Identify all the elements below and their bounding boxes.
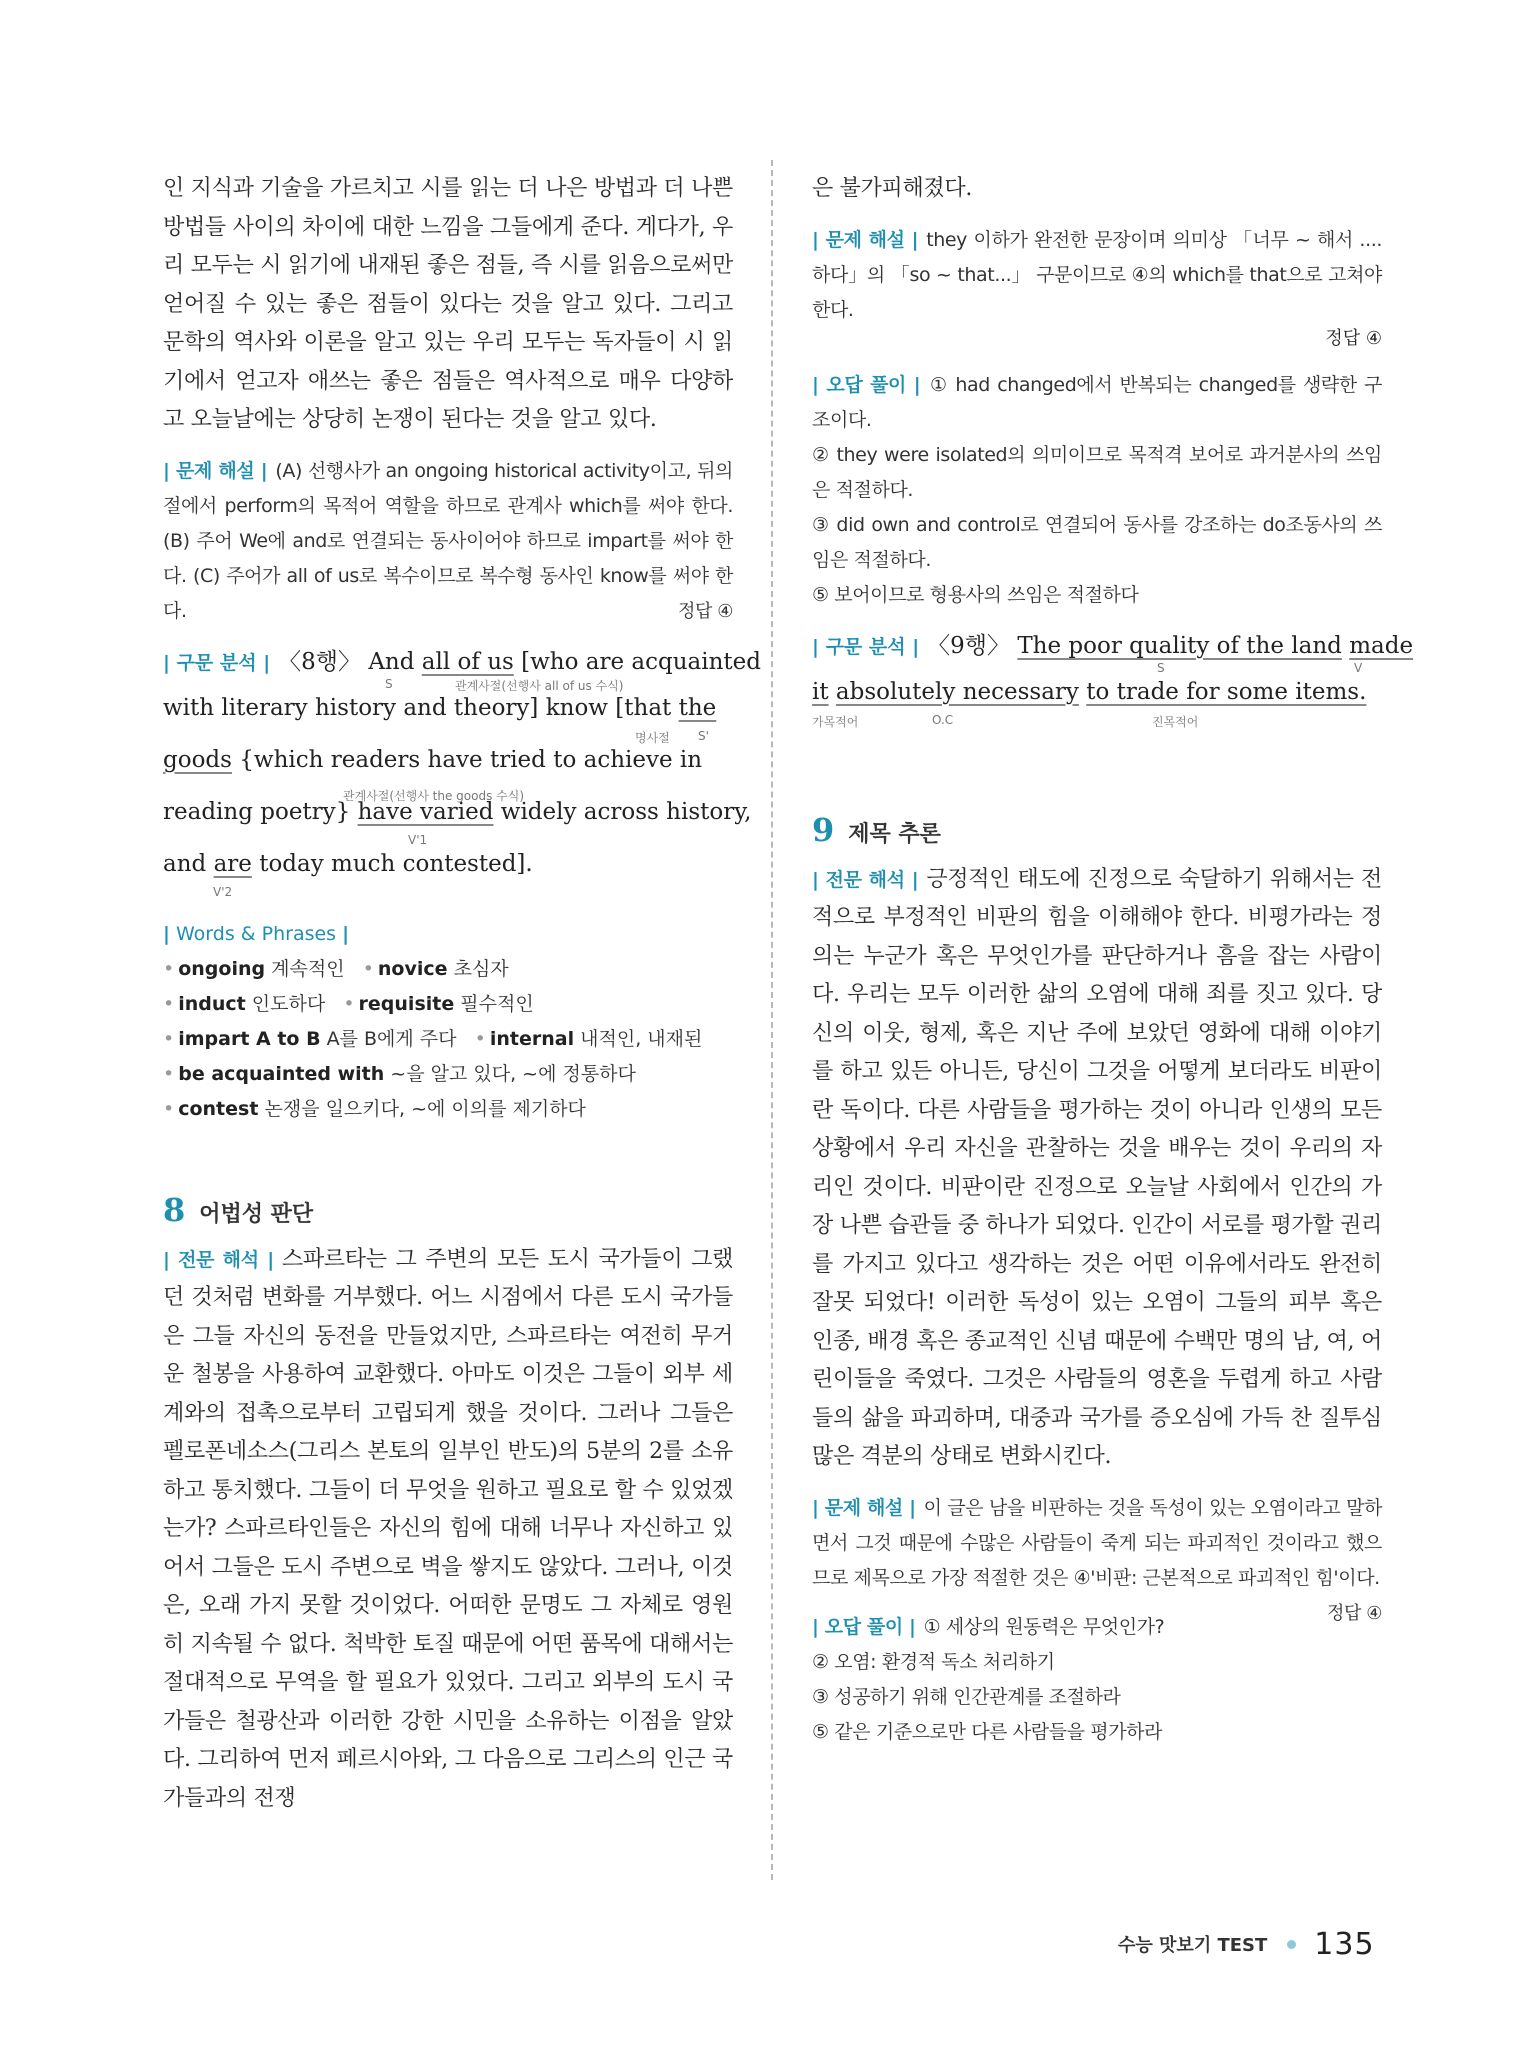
section-title: 어법성 판단 [199, 1201, 314, 1227]
page-footer [1118, 1926, 1398, 1962]
right-column [812, 170, 1414, 1750]
word-row: • impart A to B A를 B에게 주다 • internal 내적인, 내재된 [163, 1027, 703, 1050]
word-row: • contest 논쟁을 일으키다, ~에 이의를 제기하다 [163, 1097, 586, 1120]
answer-badge: 정답 ④ [1326, 1602, 1382, 1624]
explain-section [163, 454, 733, 629]
grammar-analysis: | 구문 분석 | 〈9행〉 The poor quality of the land made S V it absolutely necessary to trade for some items. 가목적어 O.C 진목적어 [812, 632, 1414, 729]
intro-paragraph: 인 지식과 기술을 가르치고 시를 읽는 더 나은 방법과 더 나쁜 방법들 사이의 차이에 대한 느낌을 그들에게 준다. 게다가, 우리 모두는 시 읽기에 내재된 좋은 점들, 즉 시를 읽음으로써만 얻어질 수 있는 좋은 점들이 있다는 것을 알고 있다. 그리고 문학의 역사와 이론을 알고 있는 우리 모두는 독자들이 시 읽기에서 얻고자 애쓰는 좋은 점들은 역사적으로 매우 다양하고 오늘날에는 상당히 논쟁이 된다는 것을 알고 있다. [163, 176, 733, 432]
section-number: 8 [163, 1190, 186, 1229]
grammar-analysis: | 구문 분석 | 〈8행〉 And all of us [who are acquainted S 관계사절(선행사 all of us 수식) with literary history and theory] know [that the 명사절 S' goods {which readers have tried to achieve in 관계사절(선행사 the goods 수식) reading poetry} have varied widely across history, V'1 and are today much contested]. V'2 [163, 648, 761, 899]
section-8-translation: | 전문 해석 | 스파르타는 그 주변의 모든 도시 국가들이 그랬던 것처럼 변화를 거부했다. 어느 시점에서 다른 도시 국가들은 그들 자신의 동전을 만들었지만, 스파르타는 여전히 무거운 철봉을 사용하여 교환했다. 아마도 이것은 그들이 외부 세계와의 접촉으로부터 고립되게 했을 것이다. 그러나 그들은 펠로폰네소스(그리스 본토의 일부인 반도)의 5분의 2를 소유하고 통치했다. 그들이 더 무엇을 원하고 필요로 할 수 있었겠는가? 스파르타인들은 자신의 힘에 대해 너무나 자신하고 있어서 그들은 도시 주변으로 벽을 쌓지도 않았다. 그러나, 이것은, 오래 가지 못할 것이었다. 어떠한 문명도 그 자체로 영원히 지속될 수 없다. 척박한 토질 때문에 어떤 품목에 대해서는 절대적으로 무역을 할 필요가 있었다. 그리고 외부의 도시 국가들은 철광산과 이러한 강한 시민을 소유하는 이점을 알았다. 그리하여 먼저 페르시아와, 그 다음으로 그리스의 인근 국가들과의 전쟁 [163, 1246, 734, 1811]
section-title: 제목 추론 [848, 821, 941, 847]
page-number: 135 [1314, 1926, 1375, 1962]
grammar-label: | 구문 분석 | [163, 651, 271, 674]
column-divider [771, 160, 773, 1880]
explain-section: | 문제 해설 | they 이하가 완전한 문장이며 의미상 「너무 ~ 해서 .... 하다」의 「so ~ that...」 구문이므로 ④의 which를 that으로 고쳐야 한다. [812, 228, 1382, 321]
word-row: • be acquainted with ~을 알고 있다, ~에 정통하다 [163, 1062, 636, 1085]
footer-title: 수능 맛보기 TEST [1118, 1935, 1268, 1956]
section-8-header [163, 1191, 733, 1229]
words-phrases: | Words & Phrases | • ongoing 계속적인 • novice 초심자 • induct 인도하다 • requisite 필수적인 • impart A to B A를 B에게 주다 • internal 내적인, 내재된 • be acquainted with ~을 알고 있다, ~에 정통하다 • contest 논쟁을 일으키다, ~에 이의를 제기하다 [163, 917, 733, 1127]
footer-dot-icon [1287, 1940, 1296, 1949]
word-row: • induct 인도하다 • requisite 필수적인 [163, 992, 534, 1015]
section-9-header [812, 811, 1382, 849]
explain-section: | 문제 해설 | 이 글은 남을 비판하는 것을 독성이 있는 오염이라고 말하면서 그것 때문에 수많은 사람들이 죽게 되는 파괴적인 것이라고 했으므로 제목으로 가장 적절한 것은 ④'비판: 근본적으로 파괴적인 힘'이다. 정답 ④ [812, 1491, 1382, 1596]
explain-label: | 문제 해설 | [163, 459, 268, 482]
section-number: 9 [812, 810, 835, 849]
answer-badge: 정답 ④ [677, 600, 733, 622]
wrong-answer-section: | 오답 풀이 | ① had changed에서 반복되는 changed를 생략한 구조이다. ② they were isolated의 의미이므로 목적격 보어로 과거분사의 쓰임은 적절하다. ③ did own and control로 연결되어 동사를 강조하는 do조동사의 쓰임은 적절하다. ⑤ 보어이므로 형용사의 쓰임은 적절하다 [812, 373, 1382, 606]
wrong-answer-section: | 오답 풀이 | ① 세상의 원동력은 무엇인가? ② 오염: 환경적 독소 처리하기 ③ 성공하기 위해 인간관계를 조절하라 ⑤ 같은 기준으로만 다른 사람들을 평가하라 [812, 1615, 1165, 1743]
explain-text: (A) 선행사가 an ongoing historical activity이고, 뒤의 절에서 perform의 목적어 역할을 하므로 관계사 which를 써야 한다. (B) 주어 We에 and로 연결되는 동사이어야 하므로 impart를 써야 한다. (C) 주어가 all of us로 복수이므로 복수형 동사인 know를 써야 한다. [163, 459, 733, 622]
answer-badge: 정답 ④ [1325, 327, 1382, 349]
section-9-translation: | 전문 해석 | 긍정적인 태도에 진정으로 숙달하기 위해서는 전적으로 부정적인 비판의 힘을 이해해야 한다. 비평가라는 정의는 누군가 혹은 무엇인가를 판단하거나 흠을 잡는 사람이다. 우리는 모두 이러한 삶의 오염에 대해 죄를 짓고 있다. 당신의 이웃, 형제, 혹은 지난 주에 보았던 영화에 대해 이야기를 하고 있든 아니든, 당신이 그것을 어떻게 보더라도 비판이란 독이다. 다른 사람들을 평가하는 것이 아니라 인생의 모든 상황에서 우리 자신을 관찰하는 것을 배우는 것이 우리의 자리인 것이다. 비판이란 진정으로 오늘날 사회에서 인간의 가장 나쁜 습관들 중 하나가 되었다. 인간이 서로를 평가할 권리를 가지고 있다고 생각하는 것은 어떤 이유에서라도 완전히 잘못 되었다! 이러한 독성이 있는 오염이 그들의 피부 혹은 인종, 배경 혹은 종교적인 신념 때문에 수백만 명의 남, 여, 어린이들을 죽였다. 그것은 사람들의 영혼을 두렵게 하고 사람들의 삶을 파괴하며, 대중과 국가를 증오심에 가득 찬 질투심 많은 격분의 상태로 변화시킨다. [812, 866, 1383, 1469]
continued-text: 은 불가피해졌다. [812, 176, 973, 201]
left-column [163, 170, 761, 1818]
word-row: • ongoing 계속적인 • novice 초심자 [163, 957, 509, 980]
